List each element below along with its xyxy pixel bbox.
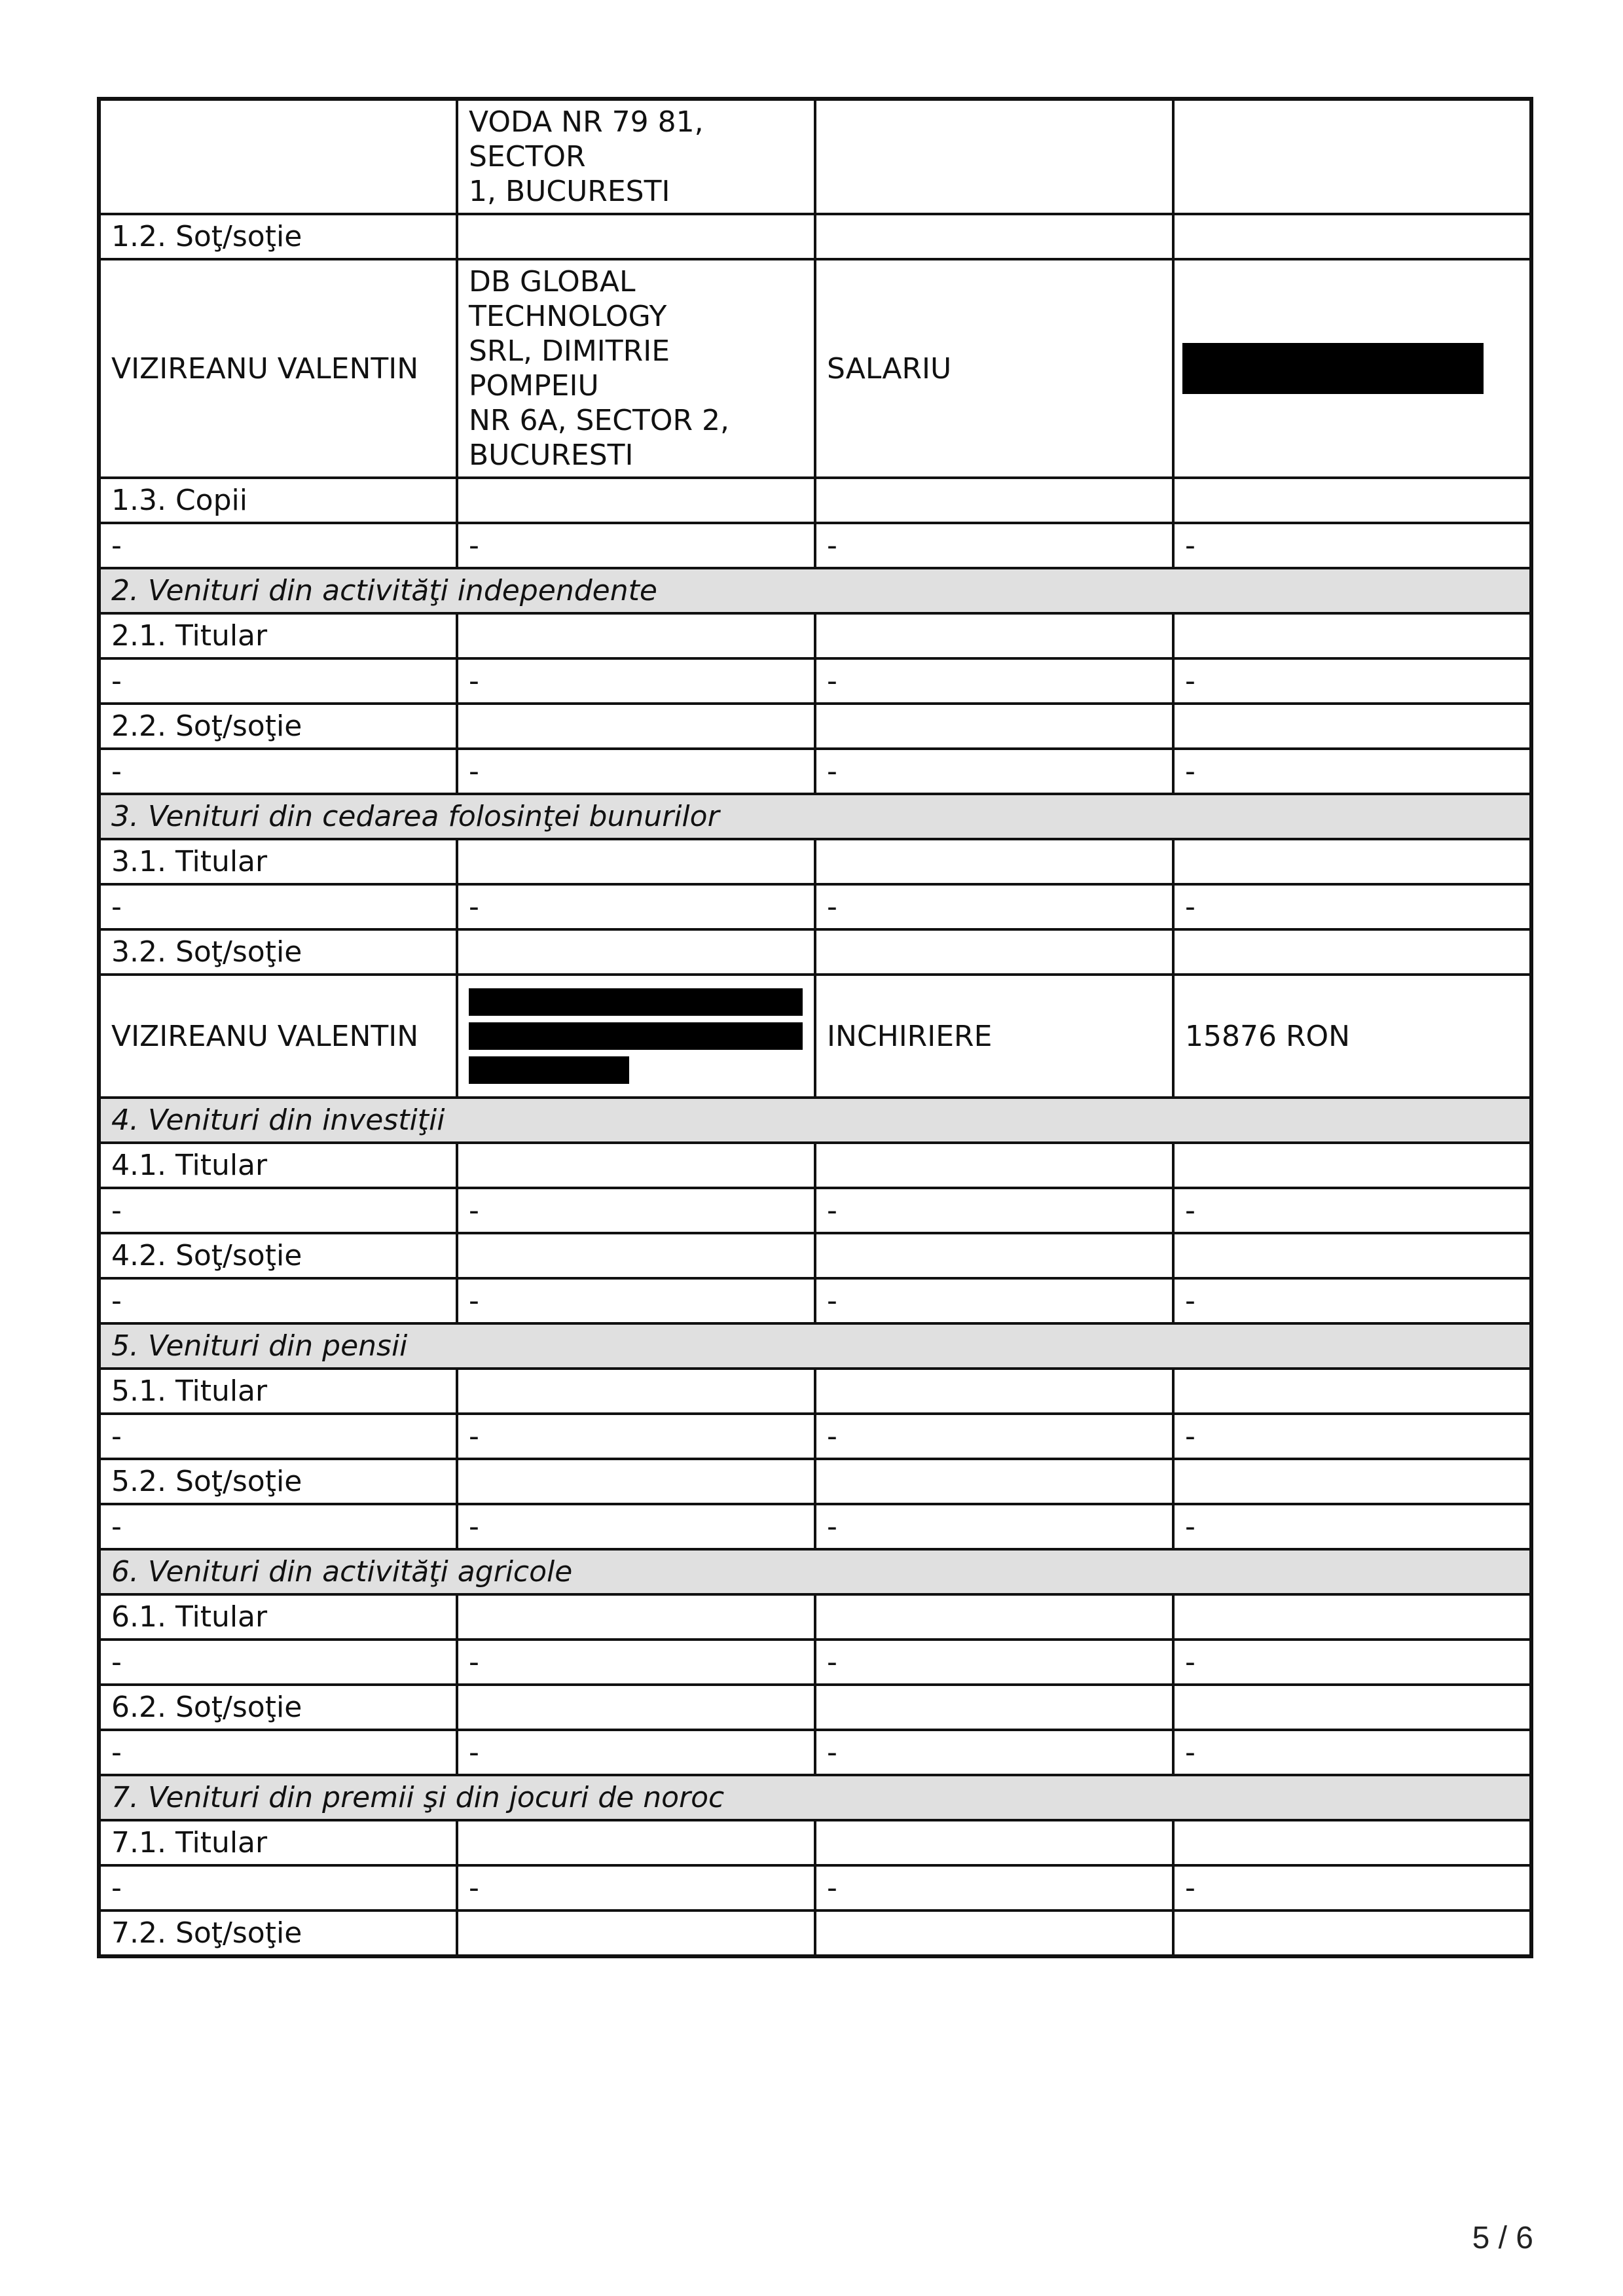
table-cell: - [457,1188,815,1233]
table-cell: - [457,1730,815,1775]
table-row [99,1459,1531,1504]
income-declaration-table [97,97,1533,1958]
table-cell [1173,1820,1531,1865]
section-title: 6. Venituri din activităţi agricole [99,1549,1531,1594]
table-cell [815,1459,1173,1504]
table-row [99,1143,1531,1188]
table-cell [457,839,815,884]
table-cell: - [1173,523,1531,568]
table-cell [1173,99,1531,214]
table-cell [1173,929,1531,975]
table-cell: - [815,658,1173,704]
table-cell: - [457,1504,815,1549]
table-row [99,1865,1531,1910]
table-cell [815,1820,1173,1865]
section-title: 2. Venituri din activităţi independente [99,568,1531,613]
table-cell [457,214,815,259]
table-cell [815,1685,1173,1730]
table-row [99,1369,1531,1414]
redaction-block [1182,343,1484,394]
section-title: 4. Venituri din investiţii [99,1098,1531,1143]
table-cell [457,1459,815,1504]
table-cell: 7.1. Titular [99,1820,457,1865]
table-cell: - [99,749,457,794]
table-cell: 3.1. Titular [99,839,457,884]
table-row [99,658,1531,704]
table-row [99,1730,1531,1775]
table-cell [1173,1459,1531,1504]
table-cell: VIZIREANU VALENTIN [99,259,457,478]
table-cell [457,1910,815,1956]
section-title: 3. Venituri din cedarea folosinţei bunurilor [99,794,1531,839]
table-cell: - [99,1640,457,1685]
redacted-cell [457,975,815,1098]
page-number: 5 / 6 [1472,2221,1533,2255]
table-cell: 2.2. Soţ/soţie [99,704,457,749]
table-cell: INCHIRIERE [815,975,1173,1098]
redacted-cell [1173,259,1531,478]
table-cell [815,1369,1173,1414]
table-row [99,1640,1531,1685]
table-row [99,1414,1531,1459]
table-cell: - [1173,1865,1531,1910]
table-cell [1173,1910,1531,1956]
table-cell: 7.2. Soţ/soţie [99,1910,457,1956]
table-cell: - [815,1414,1173,1459]
table-cell: 2.1. Titular [99,613,457,658]
table-row [99,1594,1531,1640]
table-cell: - [1173,749,1531,794]
table-cell: 3.2. Soţ/soţie [99,929,457,975]
table-row [99,214,1531,259]
table-cell: 5.2. Soţ/soţie [99,1459,457,1504]
table-cell [1173,704,1531,749]
table-cell [1173,1369,1531,1414]
table-cell: 15876 RON [1173,975,1531,1098]
table-cell: - [99,1730,457,1775]
table-row [99,1685,1531,1730]
section-header-row [99,568,1531,613]
table-cell [815,214,1173,259]
table-cell [99,99,457,214]
table-cell: - [815,1278,1173,1323]
table-cell [1173,839,1531,884]
table-cell [457,1143,815,1188]
table-cell: - [99,1504,457,1549]
table-cell [457,478,815,523]
table-cell [815,839,1173,884]
table-cell [457,929,815,975]
table-row [99,1278,1531,1323]
section-title: 7. Venituri din premii şi din jocuri de noroc [99,1775,1531,1820]
table-row [99,478,1531,523]
table-cell: - [99,1414,457,1459]
table-cell [457,1594,815,1640]
table-cell [457,1685,815,1730]
table-cell: - [457,523,815,568]
redaction-block [469,1056,629,1084]
table-cell [457,1369,815,1414]
table-row [99,1188,1531,1233]
table-row [99,259,1531,478]
table-cell [457,1820,815,1865]
section-header-row [99,1549,1531,1594]
table-cell: - [815,749,1173,794]
table-body [99,99,1531,1956]
redaction-block [469,988,803,1016]
table-row [99,749,1531,794]
table-cell: - [815,523,1173,568]
table-cell [815,613,1173,658]
table-row [99,523,1531,568]
table-cell: - [815,1504,1173,1549]
table-cell [1173,1233,1531,1278]
table-cell: 4.2. Soţ/soţie [99,1233,457,1278]
table-cell: - [815,1640,1173,1685]
section-header-row [99,1098,1531,1143]
table-cell: 6.1. Titular [99,1594,457,1640]
table-cell: 1.3. Copii [99,478,457,523]
table-cell: - [1173,1640,1531,1685]
table-row [99,975,1531,1098]
section-header-row [99,1323,1531,1369]
table-row [99,929,1531,975]
table-cell [1173,478,1531,523]
table-row [99,1910,1531,1956]
table-cell: - [1173,658,1531,704]
table-cell: - [457,749,815,794]
table-cell: - [1173,1414,1531,1459]
table-cell: - [99,1278,457,1323]
table-cell [1173,1594,1531,1640]
table-cell: - [457,658,815,704]
table-cell [815,704,1173,749]
table-cell: - [1173,884,1531,929]
table-row [99,704,1531,749]
table-cell [815,1143,1173,1188]
table-cell [815,1910,1173,1956]
table-cell: - [815,1188,1173,1233]
redaction-block [469,1022,803,1050]
table-cell: 1.2. Soţ/soţie [99,214,457,259]
table-cell [1173,1685,1531,1730]
table-cell: - [457,1640,815,1685]
section-header-row [99,1775,1531,1820]
table-cell: - [99,658,457,704]
table-cell [1173,1143,1531,1188]
table-cell: DB GLOBAL TECHNOLOGY SRL, DIMITRIE POMPEIU NR 6A, SECTOR 2, BUCURESTI [457,259,815,478]
table-cell: - [1173,1730,1531,1775]
table-cell: - [457,1865,815,1910]
table-row [99,99,1531,214]
table-cell: 6.2. Soţ/soţie [99,1685,457,1730]
table-cell [815,99,1173,214]
table-cell: - [1173,1504,1531,1549]
table-cell [1173,214,1531,259]
table-cell [457,1233,815,1278]
section-header-row [99,794,1531,839]
table-cell: VODA NR 79 81, SECTOR 1, BUCURESTI [457,99,815,214]
table-row [99,1233,1531,1278]
table-cell: 5.1. Titular [99,1369,457,1414]
table-cell: - [815,1865,1173,1910]
table-cell: - [457,884,815,929]
table-cell [1173,613,1531,658]
table-row [99,1504,1531,1549]
table-row [99,1820,1531,1865]
table-cell [815,478,1173,523]
table-cell [815,1233,1173,1278]
table-cell: - [1173,1278,1531,1323]
table-cell: - [815,884,1173,929]
table-cell: - [457,1414,815,1459]
table-row [99,839,1531,884]
table-cell [815,1594,1173,1640]
table-cell [815,929,1173,975]
table-cell: VIZIREANU VALENTIN [99,975,457,1098]
table-cell: - [815,1730,1173,1775]
table-row [99,613,1531,658]
table-cell: - [99,523,457,568]
table-cell [457,613,815,658]
table-cell: 4.1. Titular [99,1143,457,1188]
section-title: 5. Venituri din pensii [99,1323,1531,1369]
table-cell: - [99,1188,457,1233]
table-cell: - [1173,1188,1531,1233]
table-cell: SALARIU [815,259,1173,478]
table-cell: - [99,1865,457,1910]
table-cell [457,704,815,749]
table-cell: - [99,884,457,929]
table-cell: - [457,1278,815,1323]
table-row [99,884,1531,929]
